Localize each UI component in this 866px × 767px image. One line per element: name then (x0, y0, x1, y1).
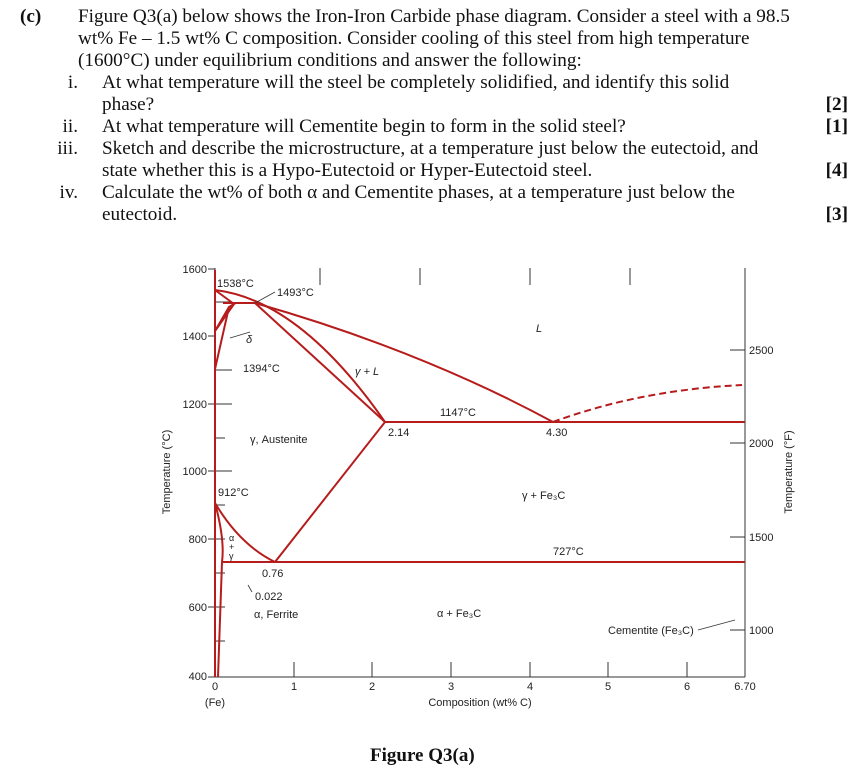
item-number: i. (67, 72, 78, 93)
label-cementite: Cementite (Fe₃C) (608, 625, 694, 637)
item-line: phase? (102, 94, 155, 115)
x-tick-label: 4 (526, 681, 534, 693)
y2-tick-label: 1500 (749, 532, 774, 544)
intro-line: (1600°C) under equilibrium conditions and answer the following: (78, 50, 582, 71)
question-intro (78, 6, 848, 72)
x-tick-label: 0 (211, 681, 219, 693)
alpha-gamma-boundary (215, 503, 223, 562)
y-tick-label: 600 (188, 602, 207, 614)
question-item-iii (57, 138, 848, 182)
label-gamma-fe3c: γ + Fe₃C (522, 490, 566, 502)
part-label: (c) (20, 6, 42, 27)
item-marks: [2] (825, 94, 848, 115)
question-item-iv (59, 182, 848, 226)
item-line: Sketch and describe the microstructure, at a temperature just below the eutectoid, and (102, 138, 759, 159)
phase-boundaries (215, 270, 745, 677)
item-number: iv. (59, 182, 78, 203)
liquidus-right (553, 385, 742, 422)
label-430: 4.30 (546, 427, 568, 439)
label-1147: 1147°C (440, 407, 476, 419)
label-076: 0.76 (262, 568, 284, 580)
intro-line: Figure Q3(a) below shows the Iron-Iron Carbide phase diagram. Consider a steel with a 98.5 (78, 6, 790, 27)
item-marks: [1] (825, 116, 848, 137)
item-number: ii. (62, 116, 78, 137)
y-tick-label: 800 (188, 534, 207, 546)
item-line: Calculate the wt% of both α and Cementite phases, at a temperature just below the (102, 182, 735, 203)
y2-tick-label: 1000 (749, 625, 774, 637)
label-liquid: L (536, 323, 543, 335)
label-alpha-fe3c: α + Fe₃C (437, 608, 482, 620)
y2-axis-title: Temperature (°F) (783, 430, 795, 514)
label-delta: δ (246, 334, 253, 346)
x-tick-label: 6.70 (734, 681, 756, 693)
label-alpha-gamma-a: α (229, 533, 235, 543)
label-alpha-gamma-g: γ (229, 551, 234, 561)
x-axis-title: Composition (wt% C) (428, 697, 532, 709)
item-marks: [4] (825, 160, 848, 181)
x-tick-label: 6 (683, 681, 691, 693)
liquidus-main (255, 303, 553, 422)
solidus (255, 303, 385, 422)
label-austenite: γ, Austenite (250, 434, 308, 446)
question-item-ii (62, 116, 848, 138)
delta-gamma-boundary (215, 307, 229, 369)
label-gamma-l: γ + L (355, 366, 380, 378)
x-origin-sublabel: (Fe) (204, 697, 226, 709)
item-number: iii. (57, 138, 78, 159)
acm-line (275, 422, 385, 562)
label-1493: 1493°C (277, 287, 314, 299)
alpha-solvus (218, 562, 222, 677)
y-tick-label: 400 (188, 671, 207, 683)
item-line: state whether this is a Hypo-Eutectoid or Hyper-Eutectoid steel. (102, 160, 593, 181)
label-727: 727°C (553, 546, 584, 558)
label-912: 912°C (218, 487, 249, 499)
intro-line: wt% Fe – 1.5 wt% C composition. Consider cooling of this steel from high temperature (78, 28, 750, 49)
y2-tick-label: 2500 (749, 345, 774, 357)
label-1538: 1538°C (217, 278, 254, 290)
x-tick-label: 3 (447, 681, 455, 693)
x-tick-label: 2 (368, 681, 376, 693)
label-214: 2.14 (388, 427, 410, 439)
y-axis-title: Temperature (°C) (161, 429, 173, 515)
figure-caption: Figure Q3(a) (370, 745, 475, 766)
item-marks: [3] (825, 204, 848, 225)
x-tick-label: 5 (604, 681, 612, 693)
item-line: At what temperature will the steel be completely solidified, and identify this solid (102, 72, 730, 93)
label-1394: 1394°C (243, 363, 280, 375)
y-tick-label: 1400 (182, 331, 207, 343)
y-tick-label: 1200 (182, 399, 207, 411)
y-tick-label: 1600 (182, 264, 207, 276)
question-item-i (67, 72, 848, 116)
delta-boundary (215, 290, 234, 331)
liquidus-left (215, 290, 385, 422)
label-alpha-gamma-plus: + (229, 542, 235, 552)
item-line: At what temperature will Cementite begin to form in the solid steel? (102, 116, 626, 137)
y-tick-label: 1000 (182, 466, 207, 478)
a3-line (215, 503, 275, 562)
item-line: eutectoid. (102, 204, 178, 225)
label-0022: 0.022 (255, 591, 283, 603)
x-tick-label: 1 (290, 681, 298, 693)
y2-tick-label: 2000 (749, 438, 774, 450)
label-ferrite: α, Ferrite (254, 609, 299, 621)
